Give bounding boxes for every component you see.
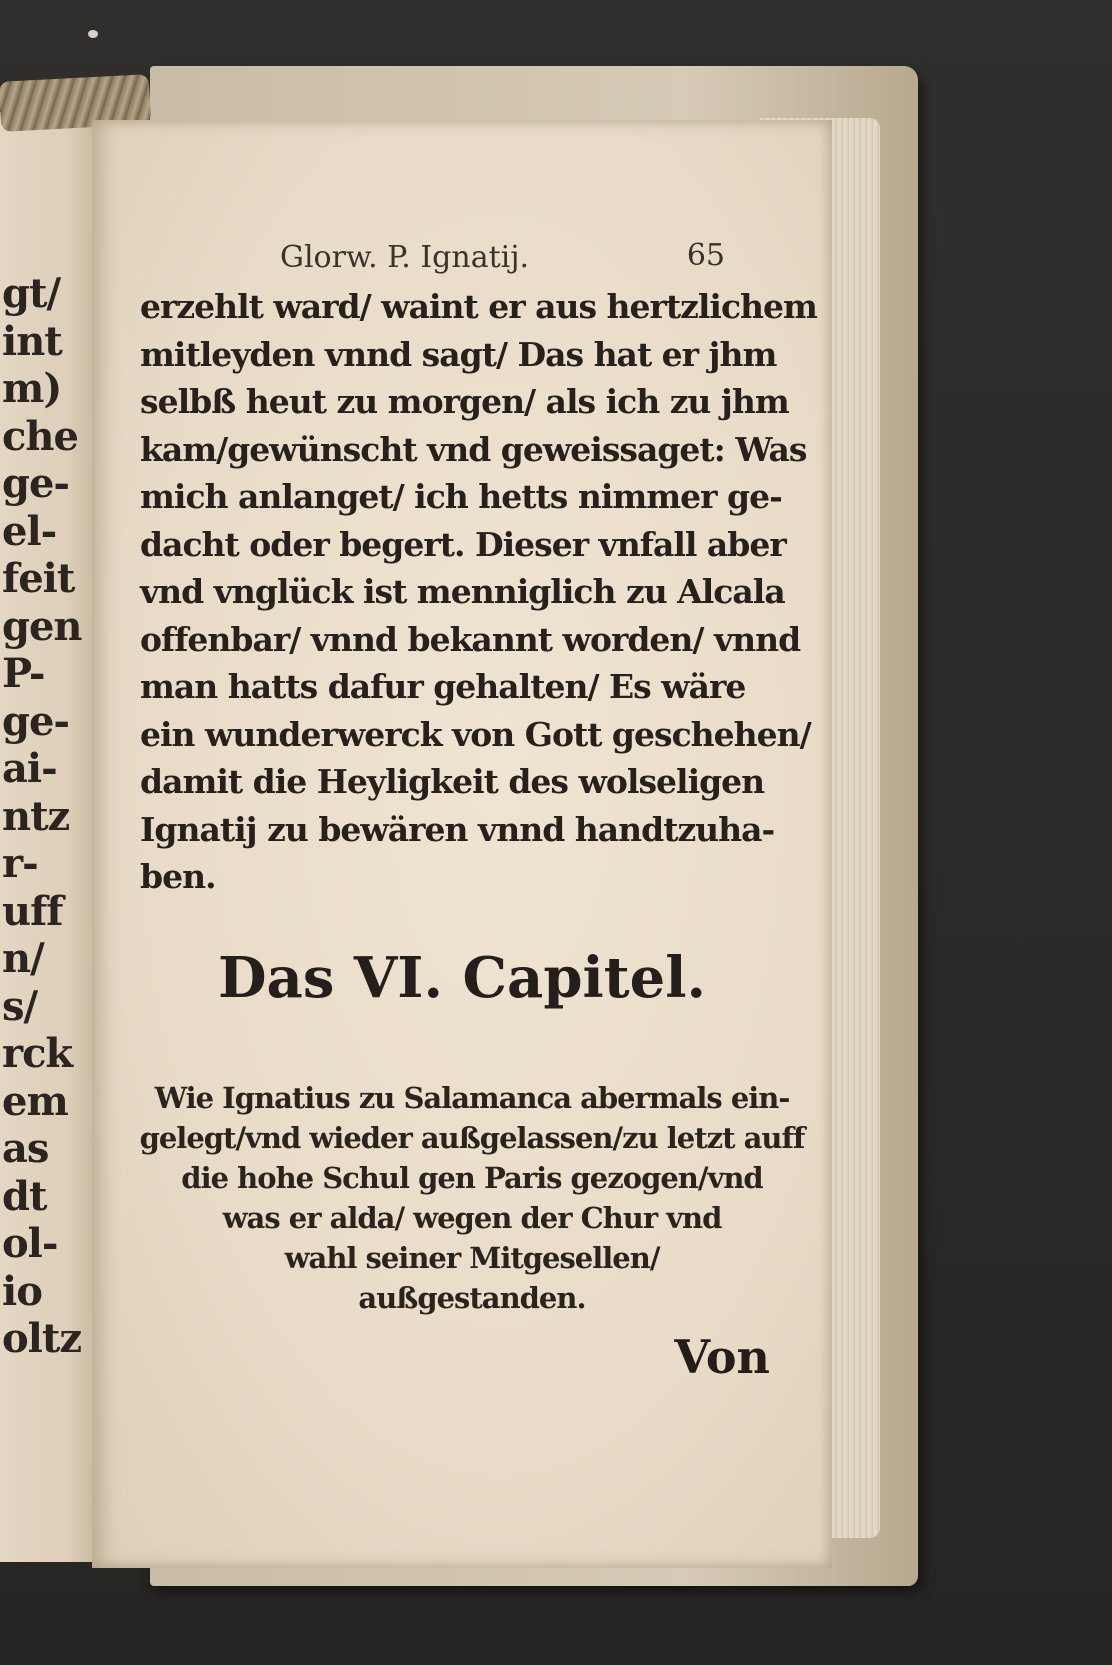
left-page-fragment: gt/	[2, 270, 61, 317]
left-page-fragment: oltz	[2, 1315, 82, 1362]
left-page-fragment: dt	[2, 1172, 47, 1220]
left-page-fragment: m)	[2, 365, 62, 412]
summary-line: außgestanden.	[358, 1281, 586, 1315]
left-page-fragment: n/	[2, 935, 44, 982]
left-page-fragment: uff	[2, 887, 63, 935]
text-line: ben.	[140, 857, 216, 896]
summary-line: gelegt/vnd wieder außgelassen/zu letzt auff	[139, 1121, 805, 1155]
left-page-fragment: rck	[2, 1030, 73, 1077]
catchword: Von	[674, 1330, 770, 1384]
text-line: ein wunderwerck von Gott geschehen/	[140, 714, 811, 754]
summary-line: die hohe Schul gen Paris gezogen/vnd	[181, 1161, 763, 1195]
text-line: mich anlanget/ ich hetts nimmer ge-	[140, 477, 782, 516]
left-page-fragment: P-	[2, 650, 45, 697]
summary-line: Wie Ignatius zu Salamanca abermals ein-	[154, 1081, 790, 1115]
left-page-fragment: ai-	[2, 745, 57, 792]
left-page-fragment: el-	[2, 507, 57, 555]
left-page-fragment: che	[2, 412, 78, 460]
text-line: offenbar/ vnnd bekannt worden/ vnnd	[140, 619, 801, 659]
left-page-fragment: feit	[2, 555, 75, 602]
body-text	[140, 283, 817, 901]
summary-line: was er alda/ wegen der Chur vnd	[222, 1201, 722, 1235]
right-page	[92, 120, 832, 1568]
running-head	[185, 232, 725, 282]
left-page-fragment: r-	[2, 840, 38, 887]
speck	[88, 30, 98, 38]
left-page-fragment: io	[2, 1267, 42, 1315]
left-page-fragment: gen	[2, 602, 82, 650]
text-line: vnd vnglück ist menniglich zu Alcala	[140, 572, 785, 611]
left-page-fragment: as	[2, 1125, 49, 1172]
text-line: erzehlt ward/ waint er aus hertzlichem	[140, 287, 817, 326]
left-page-fragment: ol-	[2, 1220, 58, 1267]
left-page-fragment: ntz	[2, 792, 70, 840]
text-line: kam/gewünscht vnd geweissaget: Was	[140, 429, 807, 469]
text-line: man hatts dafur gehalten/ Es wäre	[140, 667, 746, 706]
text-line: mitleyden vnnd sagt/ Das hat er jhm	[140, 334, 777, 374]
summary-line: wahl seiner Mitgesellen/	[284, 1241, 660, 1275]
page-number: 65	[686, 238, 725, 273]
text-line: dacht oder begert. Dieser vnfall aber	[140, 524, 786, 564]
left-page-fragment: ge-	[2, 697, 70, 745]
left-page-fragment: s/	[2, 982, 38, 1030]
left-page-fragment: int	[2, 317, 62, 365]
left-page-fragment: ge-	[2, 460, 70, 507]
chapter-summary	[132, 1078, 812, 1318]
text-line: selbß heut zu morgen/ als ich zu jhm	[140, 382, 789, 421]
text-line: Ignatij zu bewären vnnd handtzuha-	[140, 809, 775, 849]
chapter-heading: Das VI. Capitel.	[217, 945, 707, 1011]
text-line: damit die Heyligkeit des wolseligen	[140, 762, 765, 801]
left-page-fragment: em	[2, 1077, 68, 1125]
left-page	[0, 112, 96, 1562]
running-title: Glorw. P. Ignatij.	[280, 240, 530, 275]
